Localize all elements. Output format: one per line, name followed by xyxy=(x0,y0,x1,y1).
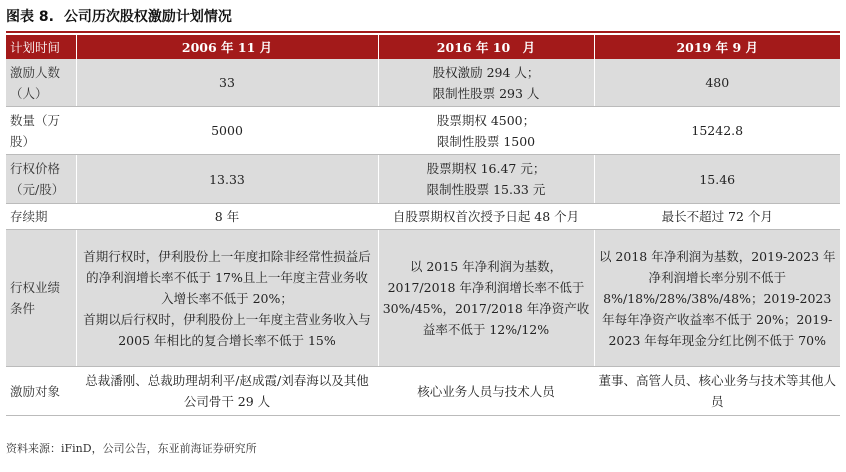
table-cell xyxy=(378,155,594,204)
row-label: 行权价格（元/股） xyxy=(6,155,76,204)
cell-text: 最长不超过 72 个月 xyxy=(661,209,773,224)
figure-title-text: 公司历次股权激励计划情况 xyxy=(63,9,232,25)
table-cell xyxy=(378,107,594,155)
table-row xyxy=(6,155,840,204)
cell-text: 15242.8 xyxy=(691,123,744,138)
figure-title xyxy=(6,6,232,28)
cell-text: 限制性股票 1500 xyxy=(436,133,536,149)
table-cell xyxy=(378,367,594,416)
header-cell: 计划时间 xyxy=(6,35,76,59)
table-cell xyxy=(76,367,378,416)
row-label: 存续期 xyxy=(6,204,76,230)
header-cell: 2006 年 11 月 xyxy=(76,35,378,59)
table-cell xyxy=(76,155,378,204)
incentive-plan-table xyxy=(6,35,840,416)
cell-text: 以 2015 年净利润为基数，2017/2018 年净利润增长率不低于 30%/45%，2017/2018 年净资产收益率不低于 12%/12% xyxy=(382,259,590,337)
table-cell xyxy=(594,204,840,230)
table-cell xyxy=(594,367,840,416)
cell-text: 总裁潘刚、总裁助理胡利平/赵成霞/刘春海以及其他公司骨干 29 人 xyxy=(85,373,369,409)
title-rule xyxy=(6,31,840,33)
cell-text: 自股票期权首次授予日起 48 个月 xyxy=(392,209,580,224)
cell-text: 8 年 xyxy=(214,209,240,224)
table-cell xyxy=(594,155,840,204)
cell-text: 以 2018 年净利润为基数，2019-2023 年净利润增长率分别不低于 8%/18%/28%/38%/48%；2019-2023 年每年净资产收益率不低于 20%；2019-2023 年每年现金分红比例不低于 70% xyxy=(598,248,836,348)
cell-text: 480 xyxy=(705,75,730,90)
cell-text: 首期行权时，伊利股份上一年度扣除非经常性损益后的净利润增长率不低于 17%且上一年度主营业务收入增长率不低于 20%； xyxy=(83,248,371,306)
table-cell xyxy=(378,59,594,107)
cell-text: 13.33 xyxy=(209,171,245,187)
table-cell xyxy=(76,59,378,107)
header-cell: 2016 年 10 月 xyxy=(378,35,594,59)
row-label: 行权业绩条件 xyxy=(6,230,76,367)
cell-text: 限制性股票 15.33 元 xyxy=(426,182,546,197)
table-row xyxy=(6,367,840,416)
cell-text: 33 xyxy=(219,75,235,90)
table-cell xyxy=(76,107,378,155)
table-cell xyxy=(378,230,594,367)
cell-text: 股票期权 4500； xyxy=(436,112,536,128)
source-note: 资料来源：iFinD，公司公告，东亚前海证券研究所 xyxy=(6,442,257,455)
row-label: 激励对象 xyxy=(6,367,76,416)
cell-text: 核心业务人员与技术人员 xyxy=(417,383,555,399)
table-cell xyxy=(594,230,840,367)
table-row xyxy=(6,230,840,367)
table-cell xyxy=(76,204,378,230)
table-row xyxy=(6,107,840,155)
table-row xyxy=(6,59,840,107)
table-cell xyxy=(594,59,840,107)
cell-text: 首期以后行权时，伊利股份上一年度主营业务收入与 2005 年相比的复合增长率不低于 15% xyxy=(83,311,371,348)
row-label: 数量（万股） xyxy=(6,107,76,155)
table-cell xyxy=(76,230,378,367)
table-cell xyxy=(594,107,840,155)
cell-text: 限制性股票 293 人 xyxy=(432,85,540,101)
cell-text: 15.46 xyxy=(699,171,736,187)
table-cell xyxy=(378,204,594,230)
figure-number: 图表 8. xyxy=(6,9,54,25)
row-label: 激励人数（人） xyxy=(6,59,76,107)
cell-text: 股票期权 16.47 元； xyxy=(426,161,546,176)
cell-text: 5000 xyxy=(211,123,243,138)
header-row xyxy=(6,35,840,59)
cell-text: 董事、高管人员、核心业务与技术等其他人员 xyxy=(598,373,837,409)
table-row xyxy=(6,204,840,230)
header-cell: 2019 年 9 月 xyxy=(594,35,840,59)
cell-text: 股权激励 294 人； xyxy=(432,64,540,80)
